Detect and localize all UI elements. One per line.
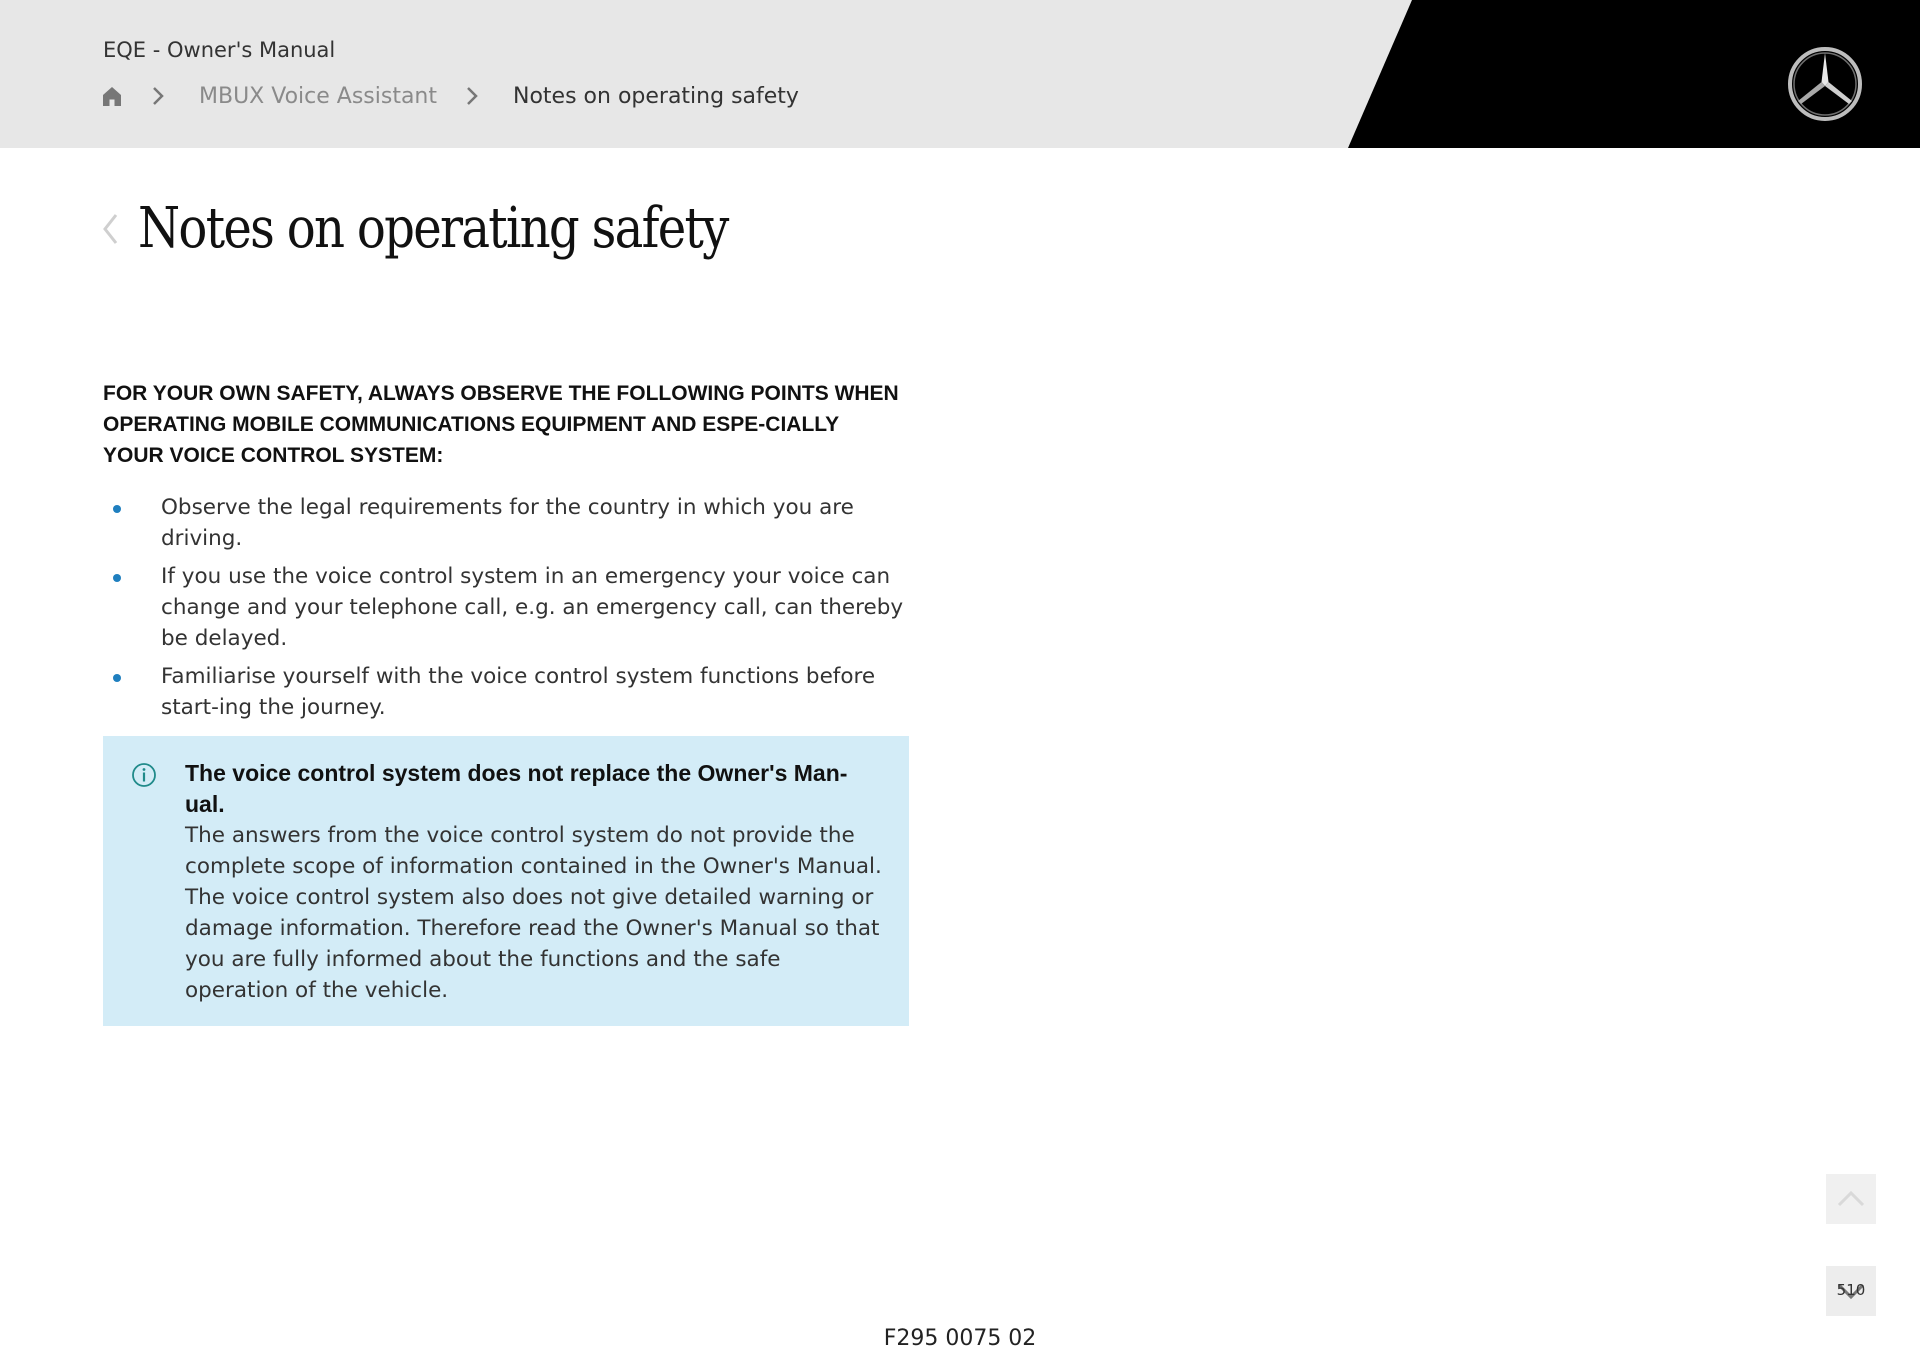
safety-bullet-list [103, 492, 913, 730]
chevron-right-icon [465, 85, 479, 107]
header-bar [0, 0, 1920, 148]
info-box [103, 736, 909, 1026]
home-icon[interactable] [101, 85, 123, 107]
chevron-left-icon[interactable] [100, 209, 120, 249]
bullet-text: If you use the voice control system in an emergency your voice can change and your telephone call, e.g. an emergency call, can thereby be delayed. [161, 564, 904, 651]
page-nav-button[interactable] [1826, 1266, 1876, 1316]
footer-code: F295 0075 02 [883, 1326, 1037, 1351]
info-body: The answers from the voice control system do not provide the complete scope of information contained in the Owner's Manual. The voice control system also does not give detailed warning or damage information. Therefore read the Owner's Manual so that you are fully informed about the functions and the safe operation of the vehicle. [185, 823, 882, 1003]
list-item [103, 492, 913, 554]
breadcrumb-current: Notes on operating safety [513, 83, 799, 109]
bullet-text: Familiarise yourself with the voice control system functions before start-ing the journey. [161, 664, 876, 720]
chevron-right-icon [151, 85, 165, 107]
breadcrumb [101, 80, 799, 112]
page-title: Notes on operating safety [138, 196, 728, 261]
mercedes-star-logo [1787, 46, 1863, 122]
list-item [103, 661, 913, 723]
bullet-text: Observe the legal requirements for the country in which you are driving. [161, 495, 854, 551]
safety-heading: FOR YOUR OWN SAFETY, ALWAYS OBSERVE THE FOLLOWING POINTS WHEN OPERATING MOBILE COMMUNICATIONS EQUIPMENT AND ESPE-CIALLY YOUR VOICE CONTROL SYSTEM: [103, 382, 899, 467]
scroll-up-button[interactable] [1826, 1174, 1876, 1224]
bullet-icon [113, 505, 121, 513]
chevron-up-icon [1826, 1174, 1876, 1224]
header-black-panel [0, 0, 1920, 148]
list-item [103, 561, 913, 654]
breadcrumb-section-link[interactable]: MBUX Voice Assistant [199, 83, 438, 109]
bullet-icon [113, 674, 121, 682]
manual-title: EQE - Owner's Manual [103, 38, 336, 62]
info-title: The voice control system does not replace the Owner's Man-ual. [185, 760, 848, 817]
page-number: 510 [1836, 1281, 1866, 1299]
info-icon [131, 762, 157, 788]
page-title-row [100, 198, 824, 260]
bullet-icon [113, 574, 121, 582]
